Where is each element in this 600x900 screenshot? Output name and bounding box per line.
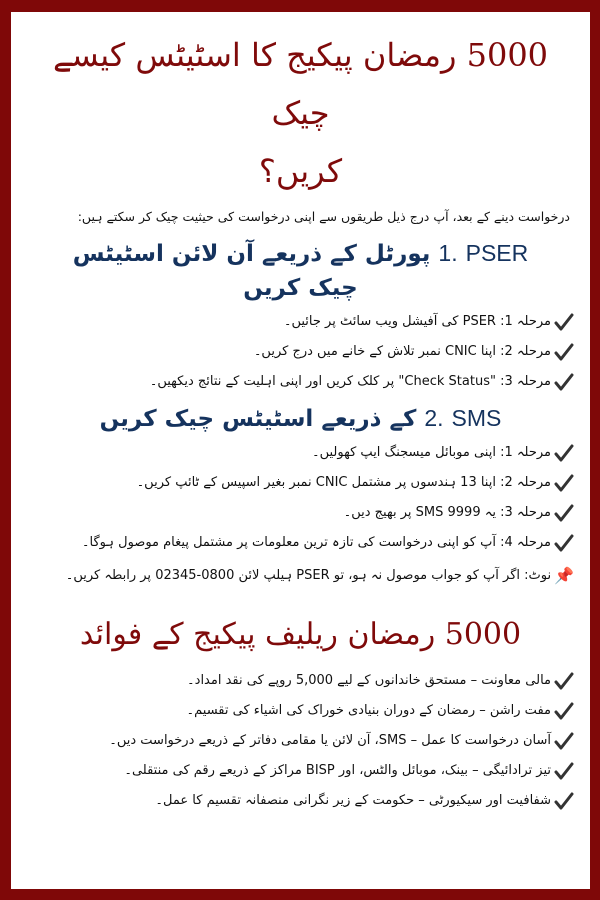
- section1-steps: [27, 311, 574, 393]
- checkmark-icon: [554, 473, 574, 493]
- section-code: SMS: [451, 405, 502, 431]
- list-item-text: شفافیت اور سیکیورٹی – حکومت کے زیر نگرانی منصفانہ تقسیم کا عمل۔: [155, 793, 551, 808]
- checkmark-icon: [554, 701, 574, 721]
- benefits-list: [27, 670, 574, 812]
- list-item: [27, 532, 574, 554]
- section-number: 1.: [438, 240, 458, 266]
- section-heading-text: کے ذریعے اسٹیٹس چیک کریں: [99, 406, 417, 432]
- checkmark-icon: [554, 342, 574, 362]
- note-text: نوٹ: اگر آپ کو جواب موصول نہ ہو، تو PSER ہیلپ لائن 0800-02345 پر رابطہ کریں۔: [65, 568, 552, 583]
- section1-heading: [27, 236, 574, 271]
- list-item: [27, 670, 574, 692]
- list-item: [27, 311, 574, 333]
- list-item-text: مرحلہ 1: PSER کی آفیشل ویب سائٹ پر جائیں۔: [283, 314, 551, 329]
- list-item-text: مرحلہ 3: یہ SMS 9999 پر بھیج دیں۔: [343, 505, 551, 520]
- section1-heading-line2: چیک کریں: [243, 275, 358, 301]
- checkmark-icon: [554, 791, 574, 811]
- checkmark-icon: [554, 671, 574, 691]
- checkmark-icon: [554, 503, 574, 523]
- note: [27, 562, 574, 590]
- list-item-text: آسان درخواست کا عمل – SMS، آن لائن یا مقامی دفاتر کے ذریعے درخواست دیں۔: [109, 733, 551, 748]
- page-title-line2: کریں؟: [258, 152, 343, 190]
- checkmark-icon: [554, 731, 574, 751]
- checkmark-icon: [554, 761, 574, 781]
- section2-heading: [27, 401, 574, 436]
- intro-text: درخواست دینے کے بعد، آپ درج ذیل طریقوں سے اپنی درخواست کی حیثیت چیک کر سکتے ہیں:: [77, 209, 570, 224]
- list-item-text: مفت راشن – رمضان کے دوران بنیادی خوراک کی اشیاء کی تقسیم۔: [186, 703, 551, 718]
- list-item: [27, 502, 574, 524]
- page-title-line1: 5000 رمضان پیکیج کا اسٹیٹس کیسے چیک: [52, 36, 549, 132]
- list-item: [27, 700, 574, 722]
- section2-steps: [27, 442, 574, 554]
- list-item: [27, 760, 574, 782]
- checkmark-icon: [554, 443, 574, 463]
- checkmark-icon: [554, 533, 574, 553]
- checkmark-icon: [554, 372, 574, 392]
- checkmark-icon: [554, 312, 574, 332]
- list-item-text: مرحلہ 4: آپ کو اپنی درخواست کی تازہ ترین معلومات پر مشتمل پیغام موصول ہوگا۔: [81, 535, 551, 550]
- list-item-text: مرحلہ 2: اپنا CNIC نمبر تلاش کے خانے میں درج کریں۔: [253, 344, 551, 359]
- list-item-text: مرحلہ 1: اپنی موبائل میسجنگ ایپ کھولیں۔: [312, 445, 551, 460]
- list-item-text: مالی معاونت – مستحق خاندانوں کے لیے 5,000 روپے کی نقد امداد۔: [187, 673, 551, 688]
- infographic-card: [11, 12, 590, 889]
- list-item-text: مرحلہ 3: "Check Status" پر کلک کریں اور اپنی اہلیت کے نتائج دیکھیں۔: [149, 374, 551, 389]
- section-number: 2.: [424, 405, 444, 431]
- pushpin-icon: 📌: [554, 566, 574, 585]
- section-heading-text: پورٹل کے ذریعے آن لائن اسٹیٹس: [72, 241, 431, 267]
- list-item-text: مرحلہ 2: اپنا 13 ہندسوں پر مشتمل CNIC نمبر بغیر اسپیس کے ٹائپ کریں۔: [136, 475, 551, 490]
- list-item: [27, 790, 574, 812]
- list-item-text: تیز ترادائیگی – بینک، موبائل والٹس، اور BISP مراکز کے ذریعے رقم کی منتقلی۔: [124, 763, 551, 778]
- section-code: PSER: [465, 240, 529, 266]
- list-item: [27, 341, 574, 363]
- list-item: [27, 730, 574, 752]
- list-item: [27, 371, 574, 393]
- list-item: [27, 442, 574, 464]
- list-item: [27, 472, 574, 494]
- benefits-heading: 5000 رمضان ریلیف پیکیج کے فوائد: [79, 617, 522, 652]
